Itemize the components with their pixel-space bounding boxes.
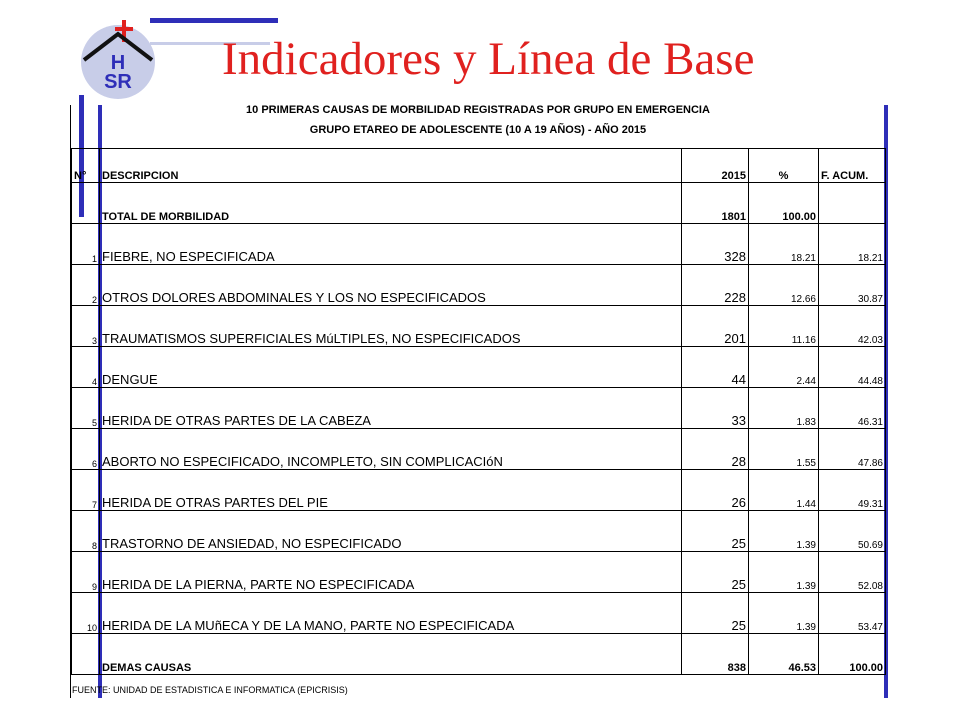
row-percent: 1.83 xyxy=(749,388,819,429)
report-heading-1: 10 PRIMERAS CAUSAS DE MORBILIDAD REGISTRADAS POR GRUPO EN EMERGENCIA xyxy=(246,104,710,116)
row-number: 3 xyxy=(72,306,100,347)
row-cumulative: 47.86 xyxy=(819,429,886,470)
table-row xyxy=(72,388,886,429)
row-description: HERIDA DE LA MUñECA Y DE LA MANO, PARTE NO ESPECIFICADA xyxy=(100,593,682,634)
row-number: 1 xyxy=(72,224,100,265)
total-row xyxy=(72,183,886,224)
row-description: TRASTORNO DE ANSIEDAD, NO ESPECIFICADO xyxy=(100,511,682,552)
hospital-logo xyxy=(78,20,158,100)
other-percent: 46.53 xyxy=(749,634,819,675)
row-cumulative: 49.31 xyxy=(819,470,886,511)
row-percent: 1.44 xyxy=(749,470,819,511)
row-cumulative: 53.47 xyxy=(819,593,886,634)
report-heading-2: GRUPO ETAREO DE ADOLESCENTE (10 A 19 AÑOS) - AÑO 2015 xyxy=(309,124,647,136)
row-description: HERIDA DE OTRAS PARTES DE LA CABEZA xyxy=(100,388,682,429)
row-cumulative: 52.08 xyxy=(819,552,886,593)
header-n: N° xyxy=(72,149,100,183)
total-label: TOTAL DE MORBILIDAD xyxy=(100,183,682,224)
row-number: 7 xyxy=(72,470,100,511)
row-value: 228 xyxy=(682,265,749,306)
row-description: DENGUE xyxy=(100,347,682,388)
logo-cross-horizontal xyxy=(115,27,133,31)
row-percent: 1.39 xyxy=(749,593,819,634)
row-number: 5 xyxy=(72,388,100,429)
table-row xyxy=(72,265,886,306)
other-label: DEMAS CAUSAS xyxy=(100,634,682,675)
source-note: FUENTE: UNIDAD DE ESTADISTICA E INFORMATICA (EPICRISIS) xyxy=(72,685,348,695)
header-cumulative: F. ACUM. xyxy=(819,149,886,183)
slide-title: Indicadores y Línea de Base xyxy=(222,33,755,85)
row-value: 201 xyxy=(682,306,749,347)
other-n xyxy=(72,634,100,675)
row-value: 28 xyxy=(682,429,749,470)
header-percent: % xyxy=(749,149,819,183)
row-percent: 18.21 xyxy=(749,224,819,265)
table-row xyxy=(72,593,886,634)
row-description: TRAUMATISMOS SUPERFICIALES MúLTIPLES, NO ESPECIFICADOS xyxy=(100,306,682,347)
total-percent: 100.00 xyxy=(749,183,819,224)
row-number: 2 xyxy=(72,265,100,306)
row-description: ABORTO NO ESPECIFICADO, INCOMPLETO, SIN COMPLICACIóN xyxy=(100,429,682,470)
total-cumulative xyxy=(819,183,886,224)
row-cumulative: 46.31 xyxy=(819,388,886,429)
row-description: OTROS DOLORES ABDOMINALES Y LOS NO ESPECIFICADOS xyxy=(100,265,682,306)
row-value: 25 xyxy=(682,552,749,593)
row-description: FIEBRE, NO ESPECIFICADA xyxy=(100,224,682,265)
row-cumulative: 44.48 xyxy=(819,347,886,388)
logo-letters-sr: SR xyxy=(104,71,132,93)
header-description: DESCRIPCION xyxy=(100,149,682,183)
row-cumulative: 42.03 xyxy=(819,306,886,347)
table-header-row xyxy=(72,149,886,183)
row-percent: 1.39 xyxy=(749,552,819,593)
table-row xyxy=(72,470,886,511)
row-percent: 12.66 xyxy=(749,265,819,306)
row-value: 33 xyxy=(682,388,749,429)
row-percent: 1.55 xyxy=(749,429,819,470)
total-value: 1801 xyxy=(682,183,749,224)
other-value: 838 xyxy=(682,634,749,675)
row-number: 8 xyxy=(72,511,100,552)
row-percent: 2.44 xyxy=(749,347,819,388)
row-percent: 1.39 xyxy=(749,511,819,552)
table-row xyxy=(72,224,886,265)
table-row xyxy=(72,429,886,470)
row-cumulative: 18.21 xyxy=(819,224,886,265)
row-value: 26 xyxy=(682,470,749,511)
row-value: 25 xyxy=(682,593,749,634)
table-row xyxy=(72,347,886,388)
table-row xyxy=(72,511,886,552)
other-cumulative: 100.00 xyxy=(819,634,886,675)
morbidity-table xyxy=(71,148,886,675)
row-number: 6 xyxy=(72,429,100,470)
row-number: 10 xyxy=(72,593,100,634)
total-n xyxy=(72,183,100,224)
other-causes-row xyxy=(72,634,886,675)
logo-letter-h: H xyxy=(110,52,126,74)
table-row xyxy=(72,552,886,593)
row-value: 25 xyxy=(682,511,749,552)
row-description: HERIDA DE OTRAS PARTES DEL PIE xyxy=(100,470,682,511)
table-row xyxy=(72,306,886,347)
decor-bar-top xyxy=(150,18,278,23)
header-year: 2015 xyxy=(682,149,749,183)
row-cumulative: 30.87 xyxy=(819,265,886,306)
row-number: 4 xyxy=(72,347,100,388)
row-number: 9 xyxy=(72,552,100,593)
row-value: 44 xyxy=(682,347,749,388)
row-cumulative: 50.69 xyxy=(819,511,886,552)
row-percent: 11.16 xyxy=(749,306,819,347)
row-description: HERIDA DE LA PIERNA, PARTE NO ESPECIFICADA xyxy=(100,552,682,593)
row-value: 328 xyxy=(682,224,749,265)
